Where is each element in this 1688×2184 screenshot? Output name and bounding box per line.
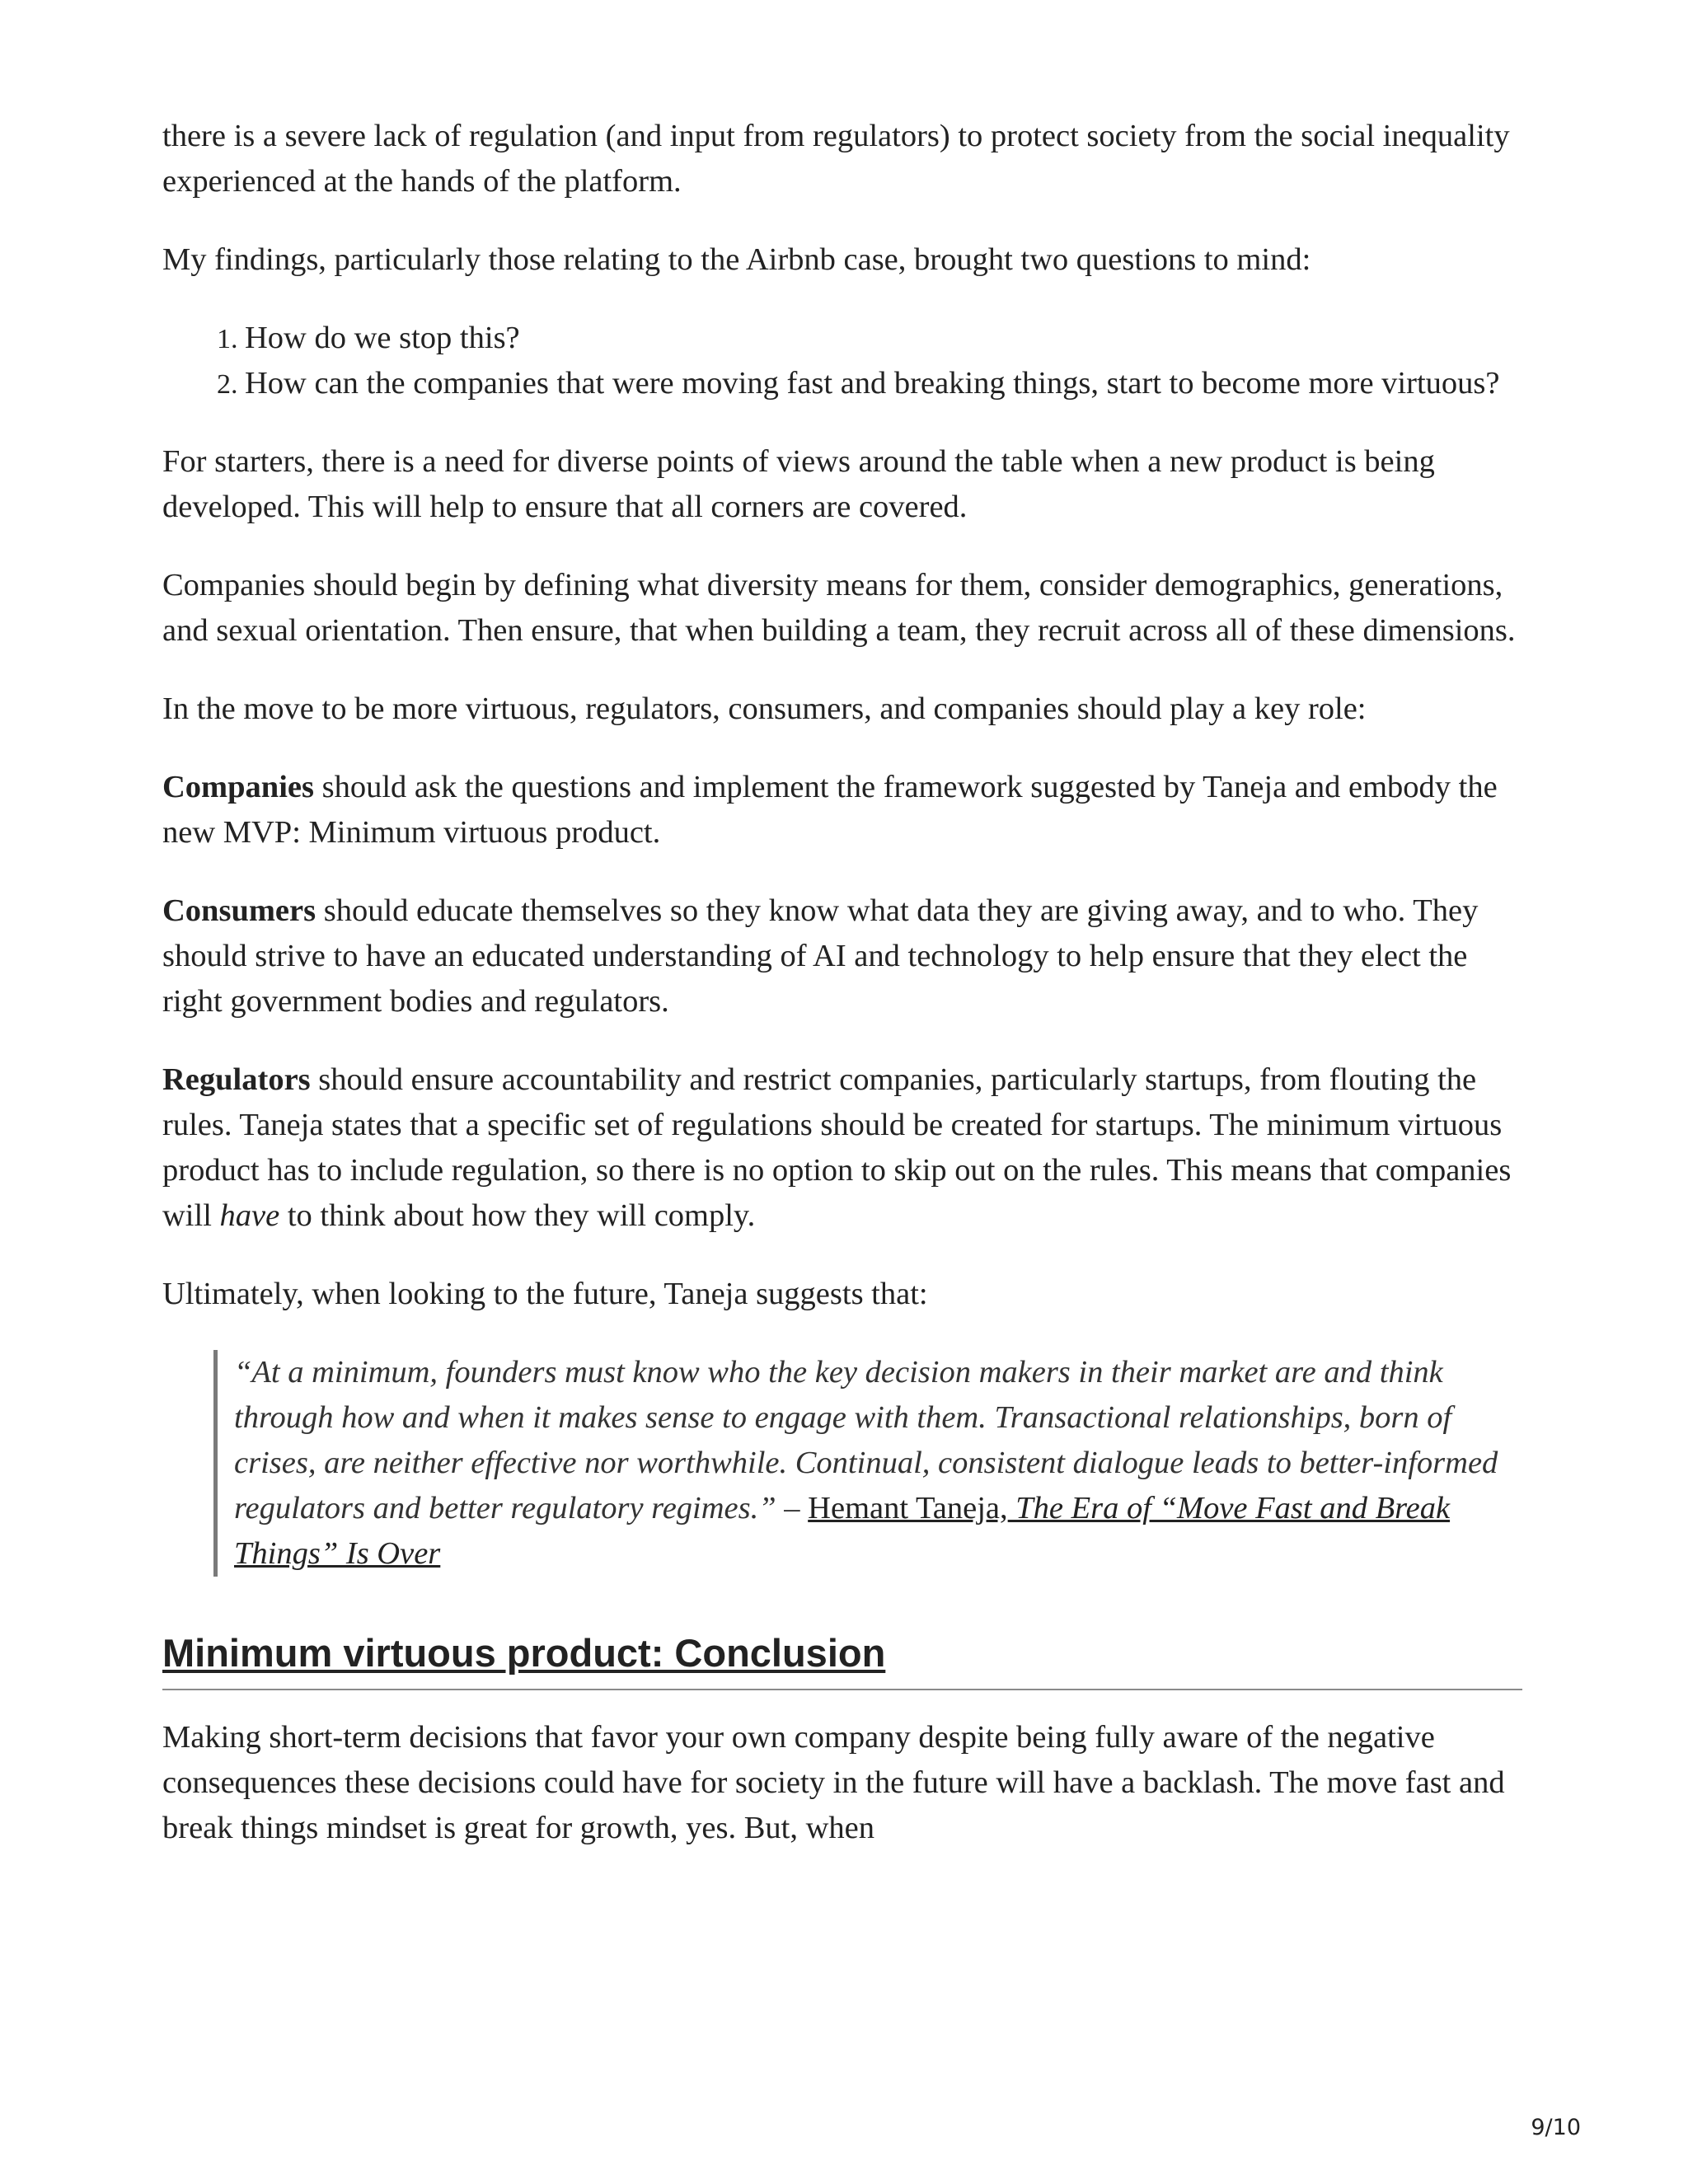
consumers-text: should educate themselves so they know what data they are giving away, and to who. They should strive to have an educated understanding of AI and technology to help ensure that they elect the right government bodies and regulators. <box>162 893 1479 1019</box>
regulators-emphasis: have <box>219 1198 280 1233</box>
article-body <box>162 114 1522 1884</box>
paragraph-diversity-definition: Companies should begin by defining what diversity means for them, consider demographics, generations, and sexual orientation. Then ensure, that when building a team, they recruit across all of these dimensions. <box>162 568 1516 648</box>
paragraph-regulators <box>162 1057 1522 1239</box>
paragraph-future: Ultimately, when looking to the future, Taneja suggests that: <box>162 1277 928 1311</box>
taneja-quote <box>213 1350 1522 1577</box>
quote-text: “At a minimum, founders must know who the key decision makers in their market are and think through how and when it makes sense to engage with them. Transactional relationships, born of crises, are neither effective nor worthwhile. Continual, consistent dialogue leads to better-informed regulators and better regulatory regimes.” – <box>234 1355 1498 1526</box>
paragraph-key-roles: In the move to be more virtuous, regulators, consumers, and companies should play a key role: <box>162 691 1367 726</box>
paragraph-findings: My findings, particularly those relating to the Airbnb case, brought two questions to mind: <box>162 242 1311 277</box>
paragraph-conclusion: Making short-term decisions that favor your own company despite being fully aware of the negative consequences these decisions could have for society in the future will have a backlash. The move fast and break things mindset is great for growth, yes. But, when <box>162 1720 1505 1845</box>
consumers-label: Consumers <box>162 893 316 928</box>
companies-label: Companies <box>162 770 314 804</box>
questions-list <box>162 316 1522 406</box>
quote-title-link[interactable]: The Era of “Move Fast and Break Things” Is Over <box>234 1491 1451 1571</box>
section-heading-link[interactable]: Minimum virtuous product: Conclusion <box>162 1631 886 1675</box>
list-item: 2. How can the companies that were moving fast and breaking things, start to become more virtuous? <box>245 361 1522 406</box>
list-item: 1. How do we stop this? <box>245 316 1522 361</box>
paragraph-diverse-views: For starters, there is a need for diverse points of views around the table when a new product is being developed. This will help to ensure that all corners are covered. <box>162 444 1435 524</box>
companies-text: should ask the questions and implement the framework suggested by Taneja and embody the new MVP: Minimum virtuous product. <box>162 770 1498 850</box>
regulators-label: Regulators <box>162 1062 311 1097</box>
paragraph-regulation: there is a severe lack of regulation (and input from regulators) to protect society from the social inequality experienced at the hands of the platform. <box>162 119 1510 199</box>
paragraph-consumers <box>162 888 1522 1024</box>
regulators-text-2: to think about how they will comply. <box>279 1198 756 1233</box>
section-heading[interactable] <box>162 1629 1522 1690</box>
regulators-text-1: should ensure accountability and restrict companies, particularly startups, from flouting the rules. Taneja states that a specific set of regulations should be created for startups. The minimum virtuous product has to include regulation, so there is no option to skip out on the rules. This means that companies will <box>162 1062 1512 1233</box>
page-number: 9/10 <box>1531 2115 1581 2140</box>
quote-author-link[interactable]: Hemant Taneja, <box>808 1491 1008 1526</box>
paragraph-companies <box>162 765 1522 855</box>
